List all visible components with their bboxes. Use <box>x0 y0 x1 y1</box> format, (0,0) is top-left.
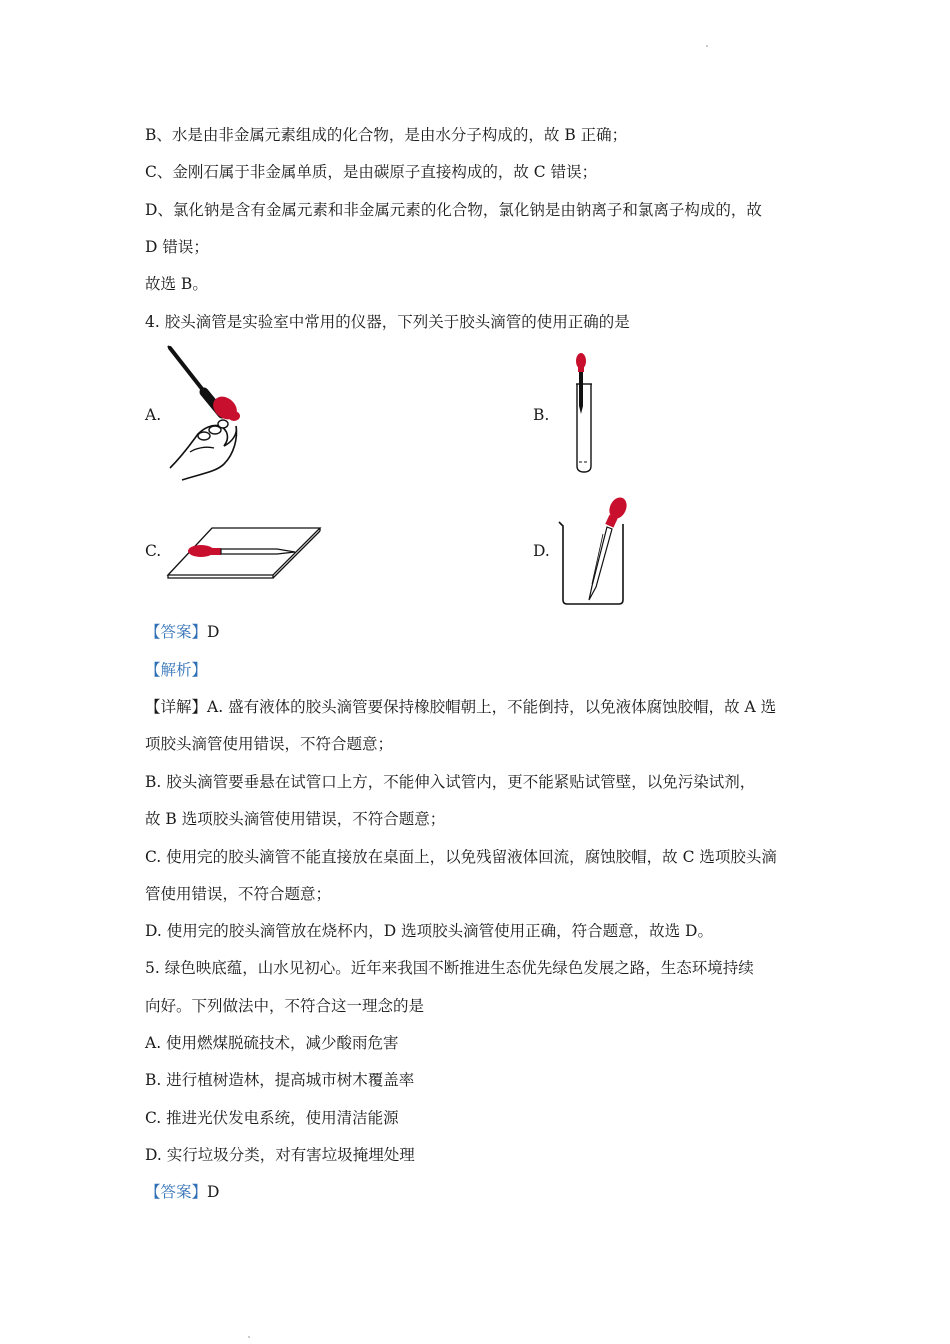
answer-4 <box>145 622 815 642</box>
answer-value: D <box>207 1183 220 1201</box>
detail-line: D. 使用完的胶头滴管放在烧杯内，D 选项胶头滴管使用正确，符合题意，故选 D。 <box>145 922 713 940</box>
option-5b: B. 进行植树造林，提高城市树木覆盖率 <box>145 1071 415 1089</box>
option-b-label: B. <box>533 406 550 424</box>
option-5d: D. 实行垃圾分类，对有害垃圾掩埋处理 <box>145 1146 415 1164</box>
answer-value: D <box>207 623 220 641</box>
detail-text: A. 盛有液体的胶头滴管要保持橡胶帽朝上，不能倒持，以免液体腐蚀胶帽，故 A 选 <box>207 698 777 716</box>
option-5c: C. 推进光伏发电系统，使用清洁能源 <box>145 1109 399 1127</box>
answer-tag: 【答案】 <box>145 1183 208 1201</box>
detail-line: B. 胶头滴管要垂悬在试管口上方，不能伸入试管内，更不能紧贴试管壁，以免污染试剂， <box>145 773 756 791</box>
option-d-label: D. <box>533 542 550 560</box>
option-a-label: A. <box>145 406 162 424</box>
option-5a: A. 使用燃煤脱硫技术，减少酸雨危害 <box>145 1034 399 1052</box>
detail-line: 管使用错误，不符合题意； <box>145 885 332 903</box>
figure-b-dropper-in-tube <box>570 350 600 474</box>
analysis-tag: 【解析】 <box>145 661 208 679</box>
text-line: D 错误； <box>145 238 209 256</box>
answer-5 <box>145 1182 815 1202</box>
text-line: B、水是由非金属元素组成的化合物，是由水分子构成的，故 B 正确； <box>145 126 628 144</box>
header-dot <box>706 45 708 47</box>
detail-line <box>145 697 815 717</box>
text-line: C、金刚石属于非金属单质，是由碳原子直接构成的，故 C 错误； <box>145 163 598 181</box>
text-line: D、氯化钠是含有金属元素和非金属元素的化合物，氯化钠是由钠离子和氯离子构成的，故 <box>145 201 762 219</box>
footer-dot <box>248 1336 250 1338</box>
analysis-heading <box>145 660 815 680</box>
detail-line: 项胶头滴管使用错误，不符合题意； <box>145 735 394 753</box>
question-5-cont: 向好。下列做法中，不符合这一理念的是 <box>145 997 425 1015</box>
figure-a-inverted-dropper <box>160 342 245 484</box>
detail-line: C. 使用完的胶头滴管不能直接放在桌面上，以免残留液体回流，腐蚀胶帽，故 C 选项胶头滴 <box>145 848 777 866</box>
detail-line: 故 B 选项胶头滴管使用错误，不符合题意； <box>145 810 446 828</box>
question-5: 5. 绿色映底蕴，山水见初心。近年来我国不断推进生态优先绿色发展之路，生态环境持续 <box>145 959 754 977</box>
question-4: 4. 胶头滴管是实验室中常用的仪器，下列关于胶头滴管的使用正确的是 <box>145 313 630 331</box>
figure-c-dropper-on-table <box>165 524 325 580</box>
figure-d-dropper-in-beaker <box>555 494 635 606</box>
answer-tag: 【答案】 <box>145 623 208 641</box>
text-line: 故选 B。 <box>145 275 208 293</box>
detail-tag: 【详解】 <box>145 698 208 716</box>
option-c-label: C. <box>145 542 162 560</box>
